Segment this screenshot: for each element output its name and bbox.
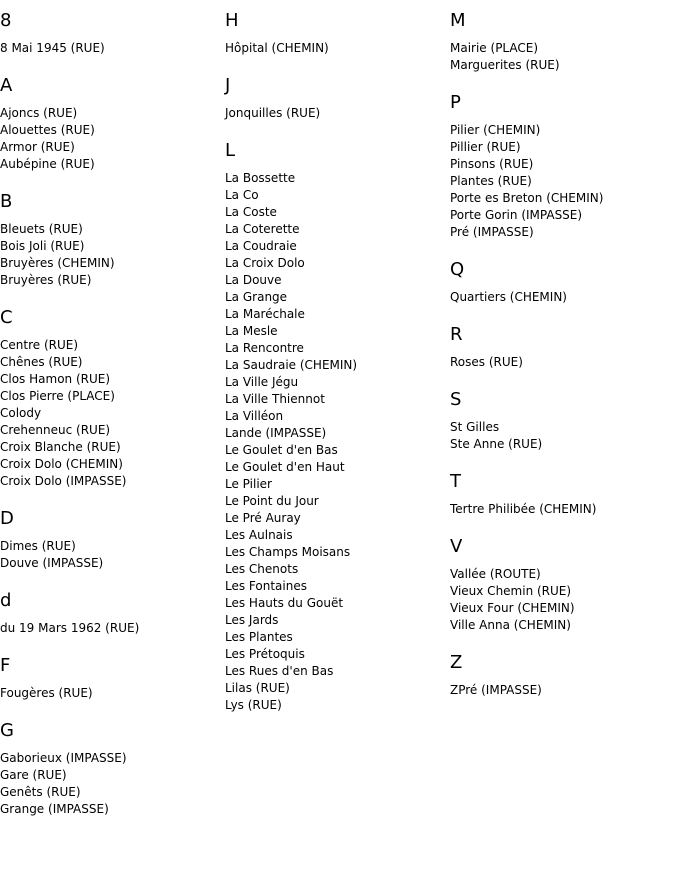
street-name: Vieux Four (CHEMIN) — [450, 601, 575, 615]
letter-heading: D — [0, 508, 14, 529]
street-name: Les Fontaines — [225, 579, 307, 593]
street-name: Lilas (RUE) — [225, 681, 290, 695]
street-name: La Ville Jégu — [225, 375, 299, 389]
street-name: Dimes (RUE) — [0, 539, 76, 553]
street-name: Clos Pierre (PLACE) — [0, 389, 115, 403]
letter-heading: S — [450, 389, 462, 410]
street-name: La Bossette — [225, 171, 296, 185]
street-name: Armor (RUE) — [0, 140, 75, 154]
street-name: La Croix Dolo — [225, 256, 305, 270]
street-name: La Mesle — [225, 324, 278, 338]
street-name: Clos Hamon (RUE) — [0, 372, 111, 386]
letter-heading: R — [450, 324, 463, 345]
street-name: Chênes (RUE) — [0, 355, 83, 369]
street-name: La Co — [225, 188, 259, 202]
street-name: Pinsons (RUE) — [450, 157, 534, 171]
letter-heading: B — [0, 191, 13, 212]
letter-group — [225, 10, 450, 57]
letter-group — [0, 720, 225, 818]
street-name: La Rencontre — [225, 341, 304, 355]
street-name: La Coudraie — [225, 239, 297, 253]
street-name: Ajoncs (RUE) — [0, 106, 78, 120]
street-name: La Coste — [225, 205, 277, 219]
street-name: Marguerites (RUE) — [450, 58, 560, 72]
letter-group — [450, 259, 675, 306]
street-name: Les Aulnais — [225, 528, 293, 542]
letter-group — [0, 75, 225, 173]
letter-group — [0, 655, 225, 702]
street-name: Jonquilles (RUE) — [225, 106, 321, 120]
street-name: Bleuets (RUE) — [0, 222, 83, 236]
street-name: St Gilles — [450, 420, 500, 434]
street-name: Les Prétoquis — [225, 647, 305, 661]
street-name: Crehenneuc (RUE) — [0, 423, 111, 437]
street-name: Croix Dolo (CHEMIN) — [0, 457, 123, 471]
street-name: Croix Dolo (IMPASSE) — [0, 474, 127, 488]
group-spacer — [0, 572, 225, 590]
street-name: La Ville Thiennot — [225, 392, 325, 406]
street-name: Bois Joli (RUE) — [0, 239, 85, 253]
letter-group — [225, 75, 450, 122]
street-name: Les Champs Moisans — [225, 545, 351, 559]
letter-group — [0, 307, 225, 490]
letter-heading: Z — [450, 652, 463, 673]
street-name: Plantes (RUE) — [450, 174, 532, 188]
letter-heading: d — [0, 590, 12, 611]
group-spacer — [450, 634, 675, 652]
street-name: Douve (IMPASSE) — [0, 556, 104, 570]
letter-heading: J — [225, 75, 231, 96]
street-name: Les Hauts du Gouët — [225, 596, 344, 610]
group-spacer — [450, 371, 675, 389]
street-name: Bruyères (RUE) — [0, 273, 92, 287]
letter-heading: A — [0, 75, 13, 96]
street-name: Les Jards — [225, 613, 279, 627]
street-name: Hôpital (CHEMIN) — [225, 41, 329, 55]
group-spacer — [0, 173, 225, 191]
street-name: Roses (RUE) — [450, 355, 523, 369]
street-name: Aubépine (RUE) — [0, 157, 95, 171]
group-spacer — [450, 74, 675, 92]
group-spacer — [450, 518, 675, 536]
street-name: Porte Gorin (IMPASSE) — [450, 208, 583, 222]
letter-heading: G — [0, 720, 14, 741]
letter-heading: C — [0, 307, 13, 328]
street-name: ZPré (IMPASSE) — [450, 683, 542, 697]
street-name: Le Pilier — [225, 477, 272, 491]
street-index-column-1 — [0, 10, 225, 818]
street-name: Tertre Philibée (CHEMIN) — [450, 502, 597, 516]
letter-group — [450, 324, 675, 371]
letter-group — [450, 652, 675, 699]
street-name: Bruyères (CHEMIN) — [0, 256, 115, 270]
street-name: Le Goulet d'en Haut — [225, 460, 345, 474]
street-name: Lys (RUE) — [225, 698, 282, 712]
street-name: Grange (IMPASSE) — [0, 802, 109, 816]
group-spacer — [450, 453, 675, 471]
group-spacer — [450, 241, 675, 259]
street-name: Centre (RUE) — [0, 338, 79, 352]
street-name: Colody — [0, 406, 42, 420]
group-spacer — [0, 637, 225, 655]
letter-group — [450, 389, 675, 453]
group-spacer — [0, 490, 225, 508]
letter-group — [450, 536, 675, 634]
letter-heading: F — [0, 655, 11, 676]
group-spacer — [0, 57, 225, 75]
street-name: Pilier (CHEMIN) — [450, 123, 541, 137]
street-name: Ville Anna (CHEMIN) — [450, 618, 571, 632]
letter-heading: P — [450, 92, 461, 113]
street-name: Ste Anne (RUE) — [450, 437, 543, 451]
street-name: Les Chenots — [225, 562, 299, 576]
letter-heading: Q — [450, 259, 465, 280]
letter-heading: V — [450, 536, 463, 557]
group-spacer — [225, 57, 450, 75]
letter-group — [450, 10, 675, 74]
letter-heading: L — [225, 140, 236, 161]
street-name: La Villéon — [225, 409, 284, 423]
letter-group — [0, 590, 225, 637]
street-name: Genêts (RUE) — [0, 785, 81, 799]
street-name: La Coterette — [225, 222, 300, 236]
letter-group — [0, 191, 225, 289]
letter-group — [0, 10, 225, 57]
street-name: Vieux Chemin (RUE) — [450, 584, 572, 598]
letter-heading: H — [225, 10, 239, 31]
letter-group — [225, 140, 450, 714]
street-name: Porte es Breton (CHEMIN) — [450, 191, 604, 205]
street-name: Pré (IMPASSE) — [450, 225, 534, 239]
group-spacer — [450, 306, 675, 324]
street-name: Lande (IMPASSE) — [225, 426, 327, 440]
group-spacer — [0, 702, 225, 720]
letter-heading: 8 — [0, 10, 12, 31]
letter-heading: M — [450, 10, 466, 31]
street-name: Mairie (PLACE) — [450, 41, 539, 55]
street-name: La Douve — [225, 273, 282, 287]
street-name: Le Point du Jour — [225, 494, 319, 508]
group-spacer — [0, 289, 225, 307]
street-index-column-2 — [225, 10, 450, 714]
street-name: Pillier (RUE) — [450, 140, 521, 154]
letter-heading: T — [450, 471, 461, 492]
letter-group — [0, 508, 225, 572]
street-name: Gaborieux (IMPASSE) — [0, 751, 127, 765]
street-name: Le Pré Auray — [225, 511, 301, 525]
letter-group — [450, 92, 675, 241]
street-name: Le Goulet d'en Bas — [225, 443, 338, 457]
street-name: Croix Blanche (RUE) — [0, 440, 121, 454]
street-name: La Maréchale — [225, 307, 305, 321]
street-name: La Grange — [225, 290, 288, 304]
street-name: Fougères (RUE) — [0, 686, 93, 700]
street-index-column-3 — [450, 10, 675, 699]
street-name: Vallée (ROUTE) — [450, 567, 541, 581]
street-name: Alouettes (RUE) — [0, 123, 95, 137]
letter-group — [450, 471, 675, 518]
street-name: du 19 Mars 1962 (RUE) — [0, 621, 140, 635]
street-name: Quartiers (CHEMIN) — [450, 290, 567, 304]
street-name: La Saudraie (CHEMIN) — [225, 358, 358, 372]
street-name: Les Plantes — [225, 630, 293, 644]
group-spacer — [225, 122, 450, 140]
street-name: Gare (RUE) — [0, 768, 67, 782]
street-name: 8 Mai 1945 (RUE) — [0, 41, 105, 55]
street-name: Les Rues d'en Bas — [225, 664, 334, 678]
